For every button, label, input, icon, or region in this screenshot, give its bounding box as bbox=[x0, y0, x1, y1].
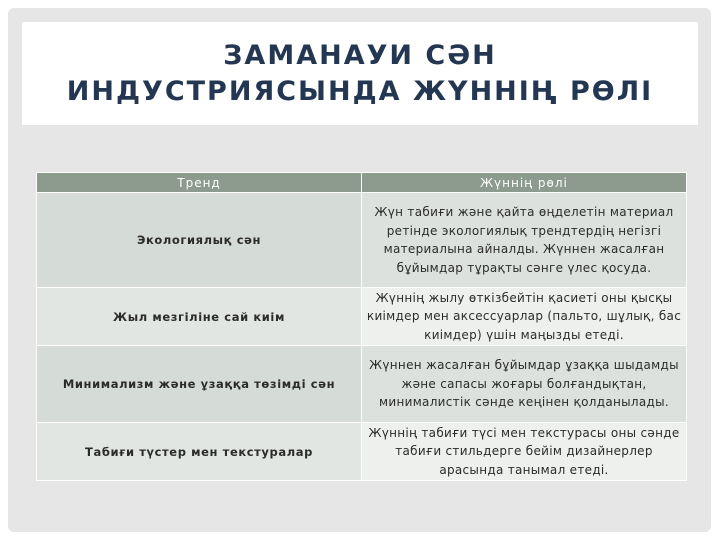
table-row bbox=[37, 193, 687, 288]
title-box bbox=[22, 22, 698, 125]
role-cell: Жүннен жасалған бұйымдар ұзаққа шыдамды және сапасы жоғары болғандықтан, минималистік сәнде кеңінен қолданылады. bbox=[362, 346, 687, 423]
trend-cell: Экологиялық сән bbox=[37, 193, 362, 288]
slide-title-line-2: ИНДУСТРИЯСЫНДА ЖҮННІҢ РӨЛІ bbox=[66, 75, 654, 107]
column-header-trend: Тренд bbox=[37, 173, 362, 193]
table-row bbox=[37, 423, 687, 481]
column-header-role: Жүннің рөлі bbox=[362, 173, 687, 193]
role-cell: Жүн табиғи және қайта өңделетін материал ретінде экологиялық трендтердің негізгі материалына айналды. Жүннен жасалған бұйымдар тұрақты сәнге үлес қосуда. bbox=[362, 193, 687, 288]
table-header-row bbox=[37, 173, 687, 193]
table-row bbox=[37, 346, 687, 423]
trend-cell: Жыл мезгіліне сай киім bbox=[37, 288, 362, 346]
trend-cell: Табиғи түстер мен текстуралар bbox=[37, 423, 362, 481]
trend-table bbox=[36, 172, 687, 481]
role-cell: Жүннің табиғи түсі мен текстурасы оны сәнде табиғи стильдерге бейім дизайнерлер арасында танымал етеді. bbox=[362, 423, 687, 481]
table-row bbox=[37, 288, 687, 346]
role-cell: Жүннің жылу өткізбейтін қасиеті оны қысқы киімдер мен аксессуарлар (пальто, шұлық, бас киімдер) үшін маңызды етеді. bbox=[362, 288, 687, 346]
trend-cell: Минимализм және ұзаққа төзімді сән bbox=[37, 346, 362, 423]
slide-title-line-1: ЗАМАНАУИ СӘН bbox=[223, 39, 497, 71]
